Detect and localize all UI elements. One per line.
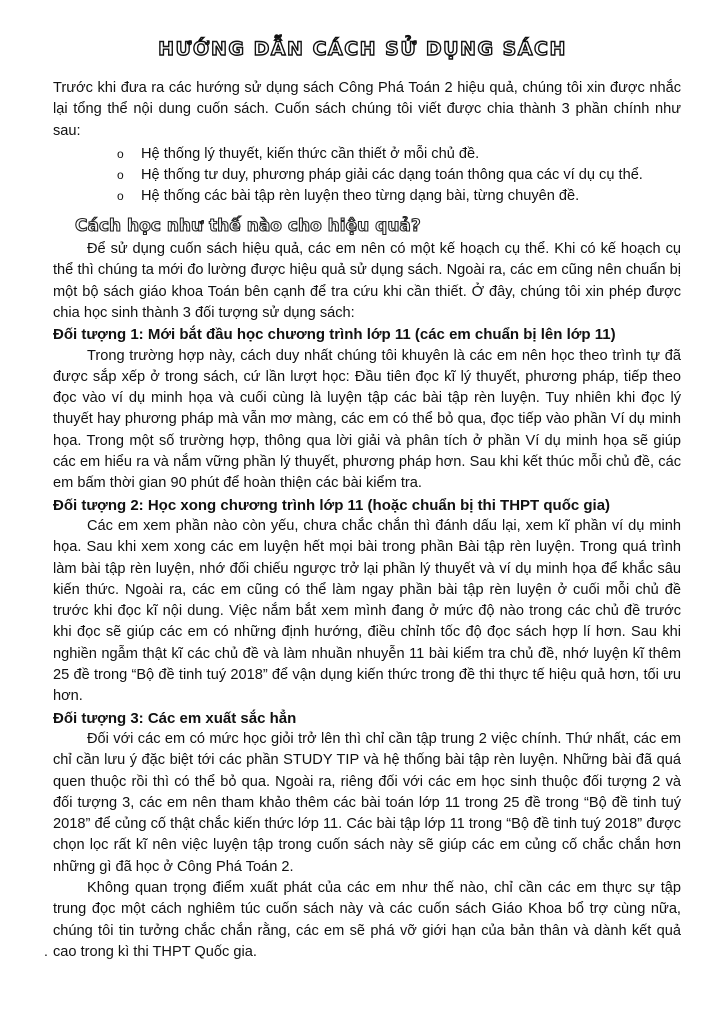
object-1-paragraph: Trong trường hợp này, cách duy nhất chúng tôi khuyên là các em nên học theo trình tự đã được sắp xếp ở trong sách, cứ lần lượt học: Đầu tiên đọc kĩ lý thuyết, phương pháp, tiếp theo đọc vào ví dụ minh họa và cuối cùng là luyện tập các bài tập rèn luyện. Tuy nhiên khi đọc lý thuyết hay phương pháp mà vẫn mơ màng, các em có thể bỏ qua, đọc tiếp vào phần Ví dụ minh họa. Trong một số trường hợp, thông qua lời giải và phân tích ở phần Ví dụ minh họa sẽ giúp các em hiểu ra và nắm vững phần lý thuyết, phương pháp hơn. Sau khi kết thúc mỗi chủ đề, các em bấm thời gian 90 phút để hoàn thiện các bài kiểm tra. [53,347,681,492]
bullet-icon: o [117,146,124,161]
list-item-text: Hệ thống tư duy, phương pháp giải các dạng toán thông qua các ví dụ cụ thể. [141,167,643,184]
bullet-icon: o [117,168,124,183]
section-heading: Cách học như thế nào cho hiệu quả? [75,215,421,236]
section-intro-paragraph: Để sử dụng cuốn sách hiệu quả, các em nên có một kế hoạch cụ thể. Khi có kế hoạch cụ thể thì chúng ta mới đo lường được hiệu quả sử dụng sách. Ngoài ra, các em cũng nên chuẩn bị một bộ sách giáo khoa Toán bên cạnh để tra cứu khi cần thiết. Ở đây, chúng tôi xin phép được chia học sinh thành 3 đối tượng sử dụng sách: [53,241,681,321]
list-item [117,186,681,207]
list-item-text: Hệ thống các bài tập rèn luyện theo từng dạng bài, từng chuyên đề. [141,188,580,205]
document-body [53,78,681,963]
list-item [117,144,681,165]
bullet-icon: o [117,189,124,204]
stray-mark: . [44,943,48,959]
list-item-text: Hệ thống lý thuyết, kiến thức cần thiết ở mỗi chủ đề. [141,145,480,162]
object-2-heading: Đối tượng 2: Học xong chương trình lớp 11 (hoặc chuẩn bị thi THPT quốc gia) [53,496,611,514]
intro-paragraph: Trước khi đưa ra các hướng sử dụng sách Công Phá Toán 2 hiệu quả, chúng tôi xin được nhắc lại tổng thể nội dung cuốn sách. Cuốn sách chúng tôi viết được chia thành 3 phần chính như sau: [53,80,681,139]
object-1-heading: Đối tượng 1: Mới bắt đầu học chương trình lớp 11 (các em chuẩn bị lên lớp 11) [53,326,616,344]
closing-paragraph: Không quan trọng điểm xuất phát của các em như thế nào, chỉ cần các em thực sự tập trung đọc một cách nghiêm túc cuốn sách này và các cuốn sách Giáo Khoa bổ trợ cùng nữa, chúng tôi tin tưởng chắc chắn rằng, các em sẽ phá vỡ giới hạn của bản thân và dành kết quả cao trong kì thi THPT Quốc gia. [53,879,681,960]
object-3-heading: Đối tượng 3: Các em xuất sắc hẳn [53,709,297,727]
content-parts-list [53,144,681,208]
page-title: HƯỚNG DẪN CÁCH SỬ DỤNG SÁCH [158,38,567,60]
object-3-paragraph: Đối với các em có mức học giỏi trở lên thì chỉ cần tập trung 2 việc chính. Thứ nhất, các em chỉ cần lưu ý đặc biệt tới các phần STUDY TIP và hệ thống bài tập rèn luyện. Những bài đã quá quen thuộc rồi thì có thể bỏ qua. Ngoài ra, riêng đối với các em học sinh thuộc đối tượng 2 và đối tượng 3, các em nên tham khảo thêm các bài toán lớp 11 trong 25 đề trong “Bộ đề tinh tuý 2018” để củng cố thật chắc kiến thức lớp 11. Các bài tập lớp 11 trong “Bộ đề tinh tuý 2018” được chọn lọc rất kĩ nên việc luyện tập trong cuốn sách này sẽ giúp các em củng cố chắc chắn hơn những gì đã học ở Công Phá Toán 2. [53,730,681,875]
list-item [117,165,681,186]
object-2-paragraph: Các em xem phần nào còn yếu, chưa chắc chắn thì đánh dấu lại, xem kĩ phần ví dụ minh họa. Sau khi xem xong các em luyện hết mọi bài trong phần Bài tập rèn luyện. Trong quá trình làm bài tập rèn luyện, nhớ đối chiếu ngược trở lại phần lý thuyết và ví dụ minh họa để khắc sâu kiến thức. Ngoài ra, các em cũng có thể làm ngay phần bài tập rèn luyện ở cuối mỗi chủ đề trước khi đọc kĩ nội dung. Việc nắm bắt xem mình đang ở mức độ nào trong các chủ đề trước khi đọc sẽ giúp các em có những định hướng, điều chỉnh tốc độ đọc sách hợp lí hơn. Sau khi nghiền ngẫm thật kĩ các chủ đề và làm nhuần nhuyễn 11 bài kiểm tra chủ đề, nhớ luyện kĩ thêm 25 đề trong “Bộ đề tinh tuý 2018” để vận dụng kiến thức trong đề thi thực tế hiệu quả hơn, tối ưu hơn. [53,517,681,705]
